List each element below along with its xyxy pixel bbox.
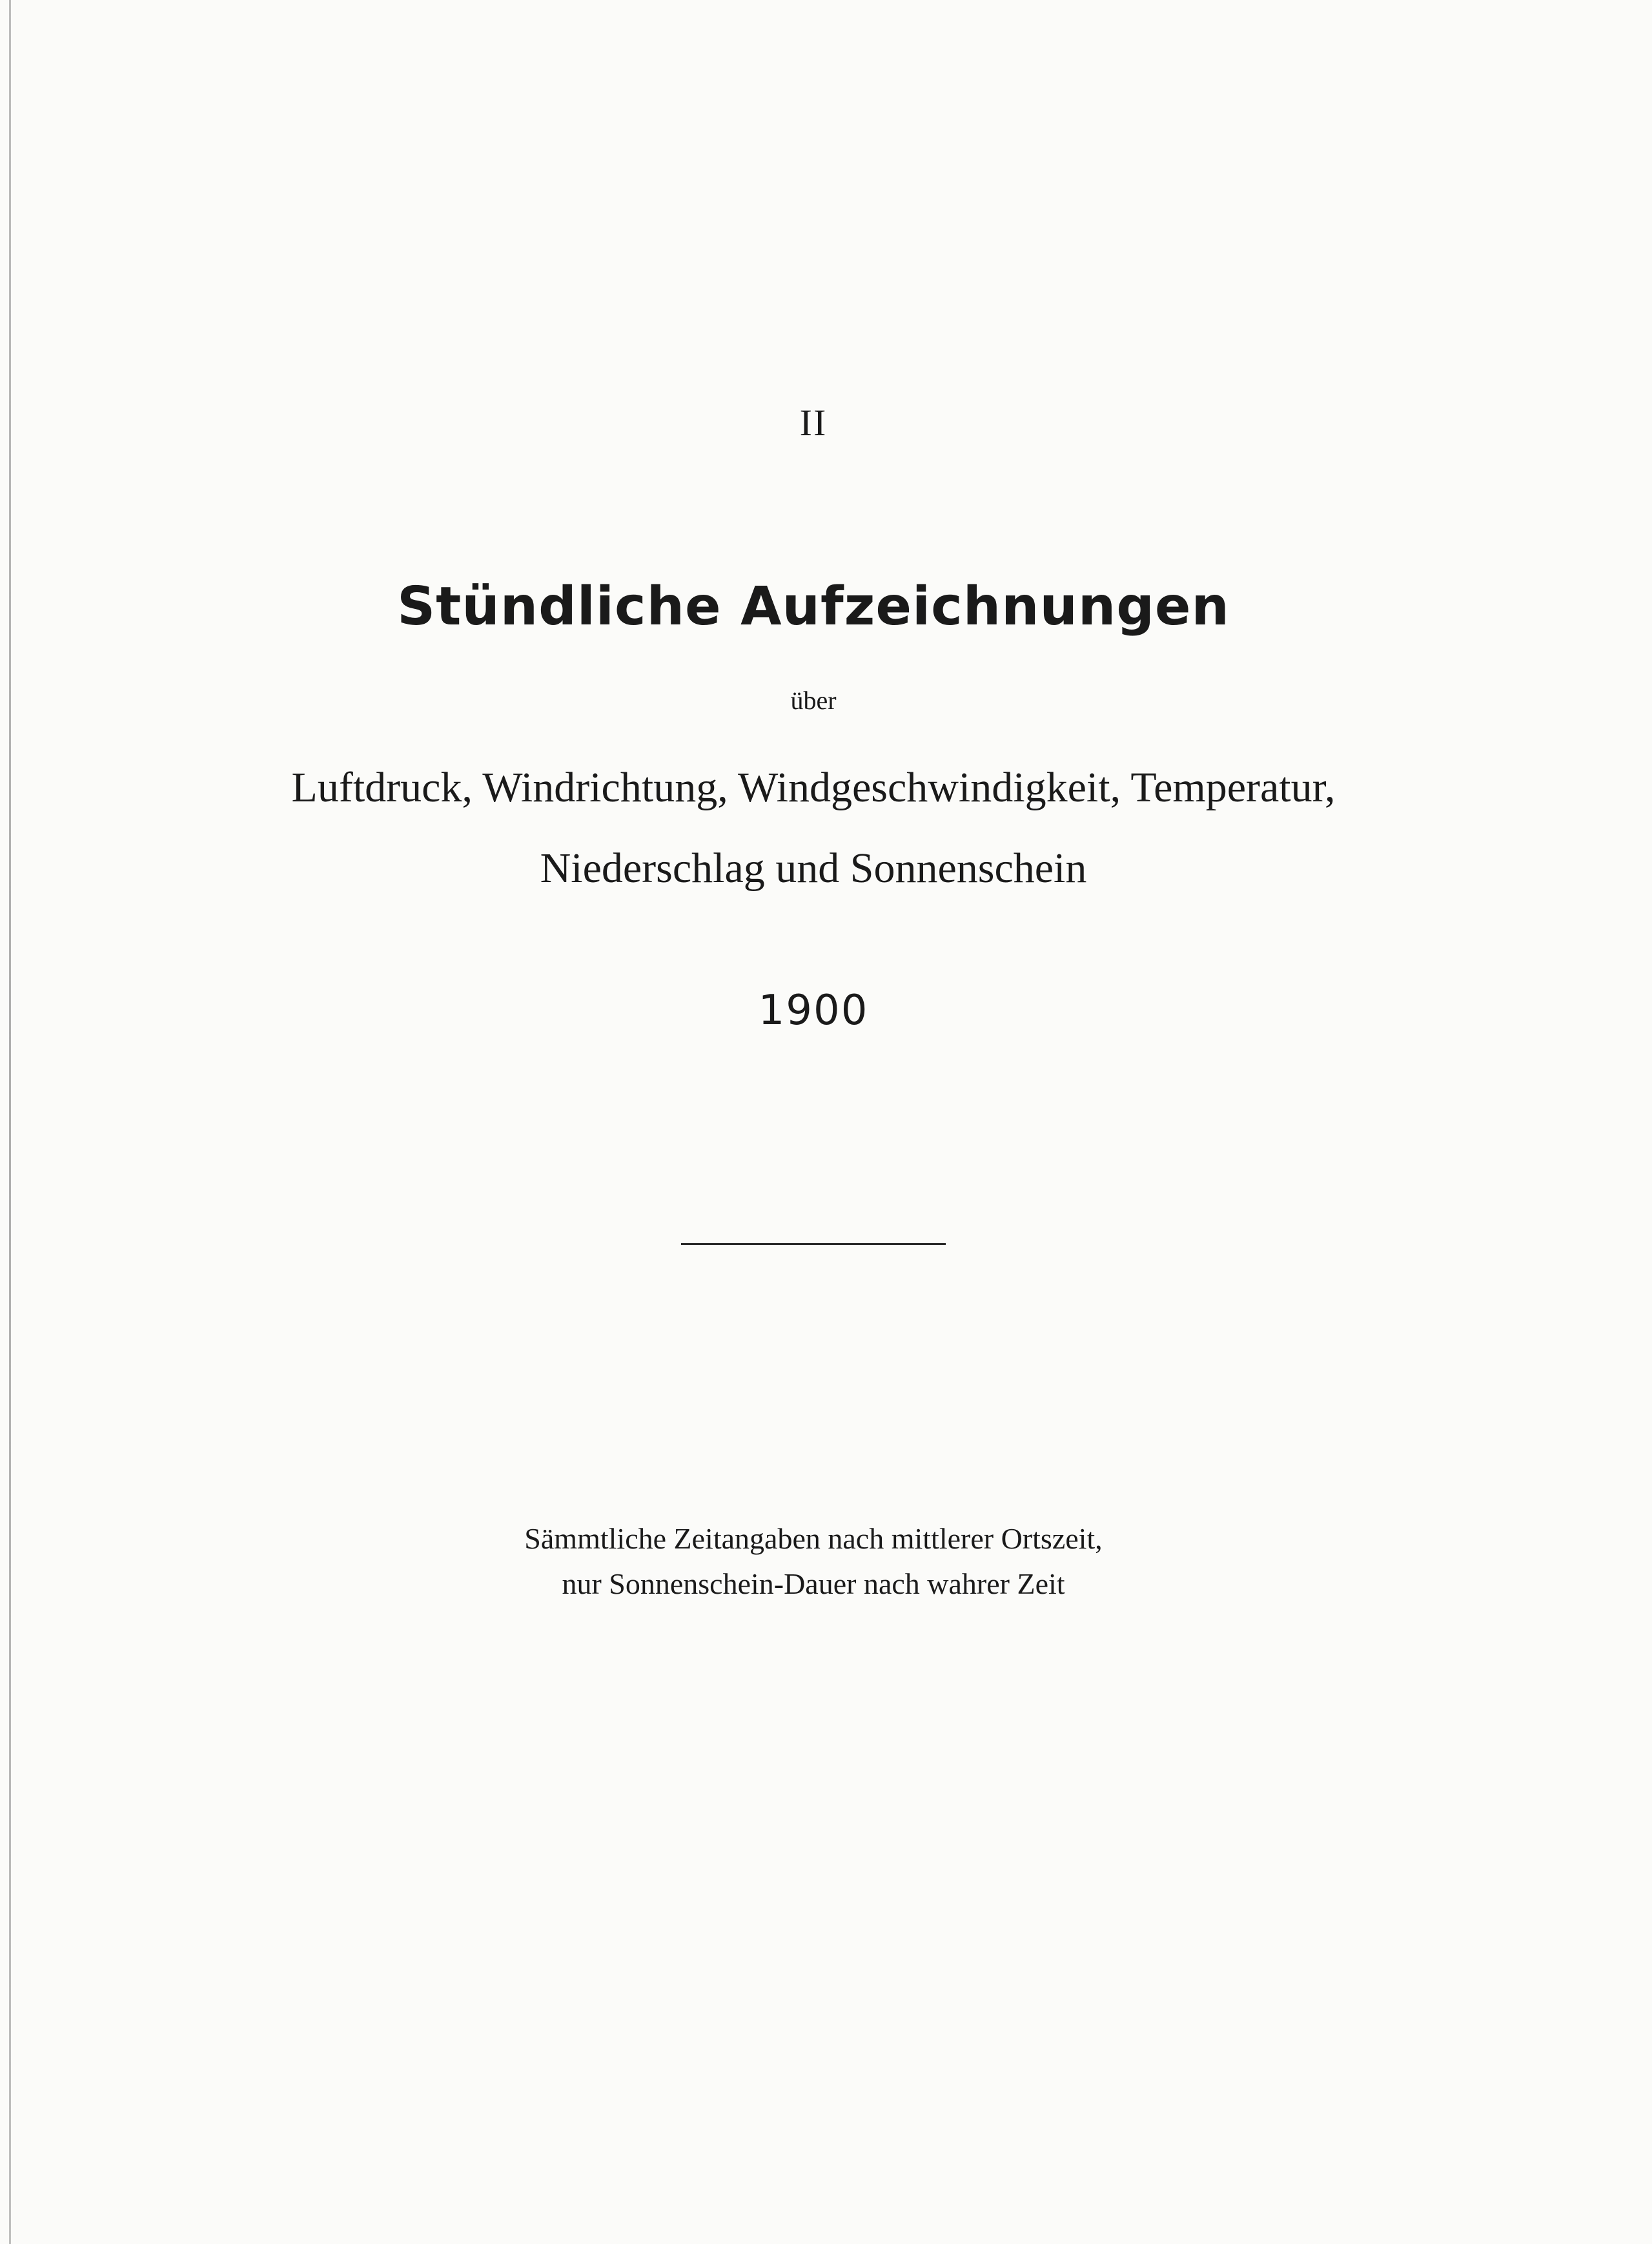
- page-binding-edge: [9, 0, 11, 2244]
- subject-line-2: Niederschlag und Sonnenschein: [540, 845, 1087, 892]
- title-preposition: über: [790, 686, 837, 715]
- subject-line-1: Luftdruck, Windrichtung, Windgeschwindigkeit, Temperatur,: [291, 764, 1336, 811]
- page-title: Stündliche Aufzeichnungen: [397, 576, 1230, 637]
- time-note-line-2: nur Sonnenschein-Dauer nach wahrer Zeit: [562, 1567, 1065, 1600]
- horizontal-divider: [681, 1243, 946, 1245]
- year: 1900: [758, 987, 869, 1035]
- time-note-line-1: Sämmtliche Zeitangaben nach mittlerer Ortszeit,: [524, 1522, 1103, 1555]
- part-numeral: II: [799, 402, 828, 444]
